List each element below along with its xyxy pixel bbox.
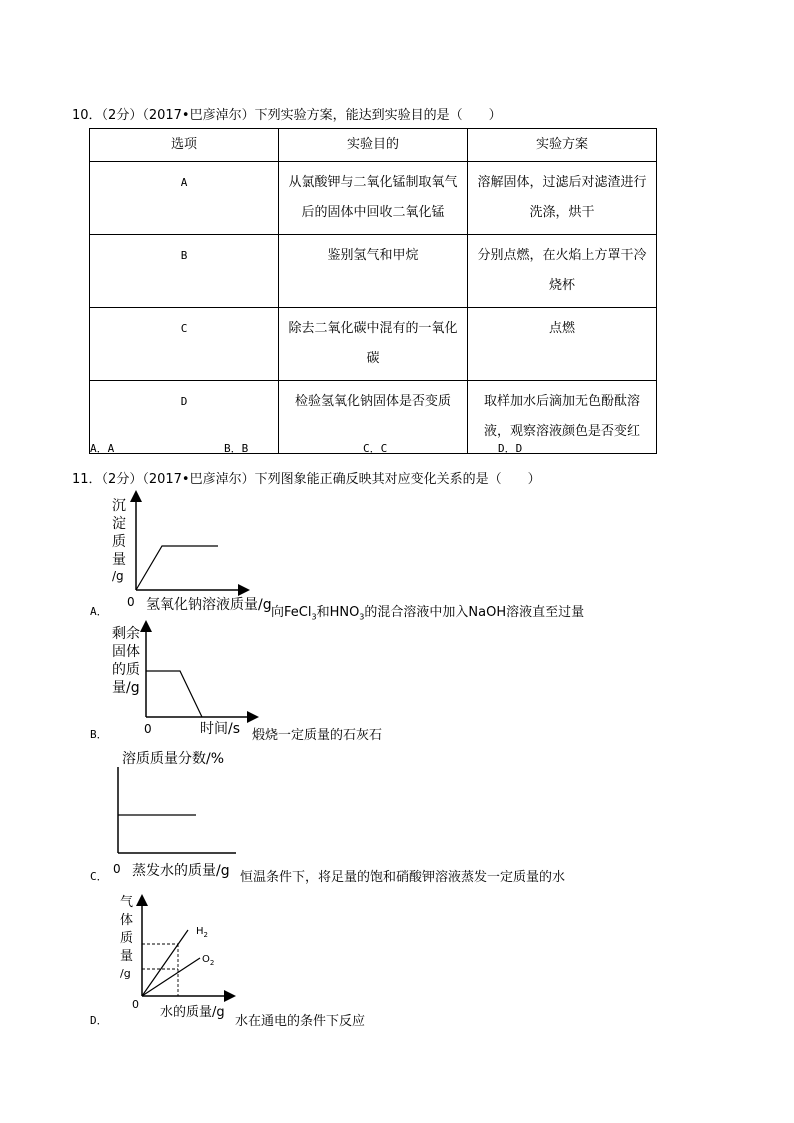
header-option: 选项 (90, 129, 279, 162)
x-label: 水的质量/g (160, 1005, 225, 1020)
option-a-letter[interactable]: A． (90, 605, 108, 618)
option-c-letter[interactable]: C． (90, 870, 108, 883)
row-option: D (90, 381, 279, 454)
row-plan: 点燃 (468, 308, 657, 381)
origin-label: 0 (132, 998, 139, 1011)
y-label-5: /g (120, 967, 131, 980)
q11-stem: 11．（2分）（2017•巴彦淖尔）下列图象能正确反映其对应变化关系的是（ ） (72, 472, 541, 487)
option-d-letter[interactable]: D． (90, 1014, 108, 1027)
graph-c (110, 745, 280, 885)
row-plan: 分别点燃，在火焰上方罩干冷烧杯 (468, 235, 657, 308)
table-row (90, 235, 657, 308)
row-option: B (90, 235, 279, 308)
table-row (90, 162, 657, 235)
answer-b[interactable]: B．B (224, 442, 249, 455)
graph-d (112, 890, 242, 1030)
row-option: A (90, 162, 279, 235)
y-label-2: 体 (120, 913, 134, 928)
row-purpose: 鉴别氢气和甲烷 (279, 235, 468, 308)
option-b-letter[interactable]: B． (90, 728, 108, 741)
q10-table (89, 128, 657, 454)
table-row (90, 308, 657, 381)
option-a-caption: 向FeCl$_3$和$HNO_3$的混合溶液中加入NaOH溶液直至过量 (271, 605, 585, 622)
series-line (136, 546, 218, 590)
option-b-caption: 煅烧一定质量的石灰石 (252, 728, 383, 743)
series-o2-label: $O_2$ (202, 954, 215, 967)
y-label-4: 量/g (112, 680, 140, 696)
y-label-1: 剩余 (112, 626, 140, 642)
x-label: 蒸发水的质量/g (132, 863, 230, 879)
q10-stem: 10．（2分）（2017•巴彦淖尔）下列实验方案，能达到实验目的是（ ） (72, 108, 502, 123)
x-label: 时间/s (200, 721, 241, 737)
series-line (146, 671, 202, 717)
answer-d[interactable]: D．D (498, 442, 523, 455)
header-plan: 实验方案 (468, 129, 657, 162)
y-label-2: 淀 (112, 516, 126, 532)
series-o2-line (142, 958, 200, 996)
y-label-1: 气 (120, 895, 134, 910)
answer-c[interactable]: C．C (363, 442, 388, 455)
y-label-2: 固体 (112, 644, 140, 660)
origin-label: 0 (144, 722, 152, 736)
y-label-4: 量 (120, 949, 134, 964)
table-header-row (90, 129, 657, 162)
y-label-1: 沉 (112, 498, 126, 514)
row-plan: 溶解固体，过滤后对滤渣进行洗涤，烘干 (468, 162, 657, 235)
origin-label: 0 (113, 862, 121, 876)
y-label-3: 的质 (112, 662, 140, 678)
graph-b (108, 620, 268, 745)
y-label-3: 质 (120, 931, 134, 946)
row-plan: 取样加水后滴加无色酚酞溶液，观察溶液颜色是否变红 (468, 381, 657, 454)
row-option: C (90, 308, 279, 381)
row-purpose: 检验氢氧化钠固体是否变质 (279, 381, 468, 454)
header-purpose: 实验目的 (279, 129, 468, 162)
row-purpose: 除去二氧化碳中混有的一氧化碳 (279, 308, 468, 381)
row-purpose: 从氯酸钾与二氧化锰制取氧气后的固体中回收二氧化锰 (279, 162, 468, 235)
origin-label: 0 (127, 595, 135, 609)
series-h2-label: $H_2$ (196, 926, 208, 939)
y-label-3: 质 (112, 534, 126, 550)
option-c-caption: 恒温条件下，将足量的饱和硝酸钾溶液蒸发一定质量的水 (240, 870, 566, 885)
y-label: 溶质质量分数/% (122, 751, 225, 767)
x-label: 氢氧化钠溶液质量/g (146, 597, 272, 613)
y-label-5: /g (112, 569, 124, 583)
y-label-4: 量 (112, 552, 126, 568)
option-d-caption: 水在通电的条件下反应 (235, 1014, 366, 1029)
graph-a (104, 488, 274, 618)
series-h2-line (142, 930, 188, 996)
answer-a[interactable]: A．A (90, 442, 115, 455)
